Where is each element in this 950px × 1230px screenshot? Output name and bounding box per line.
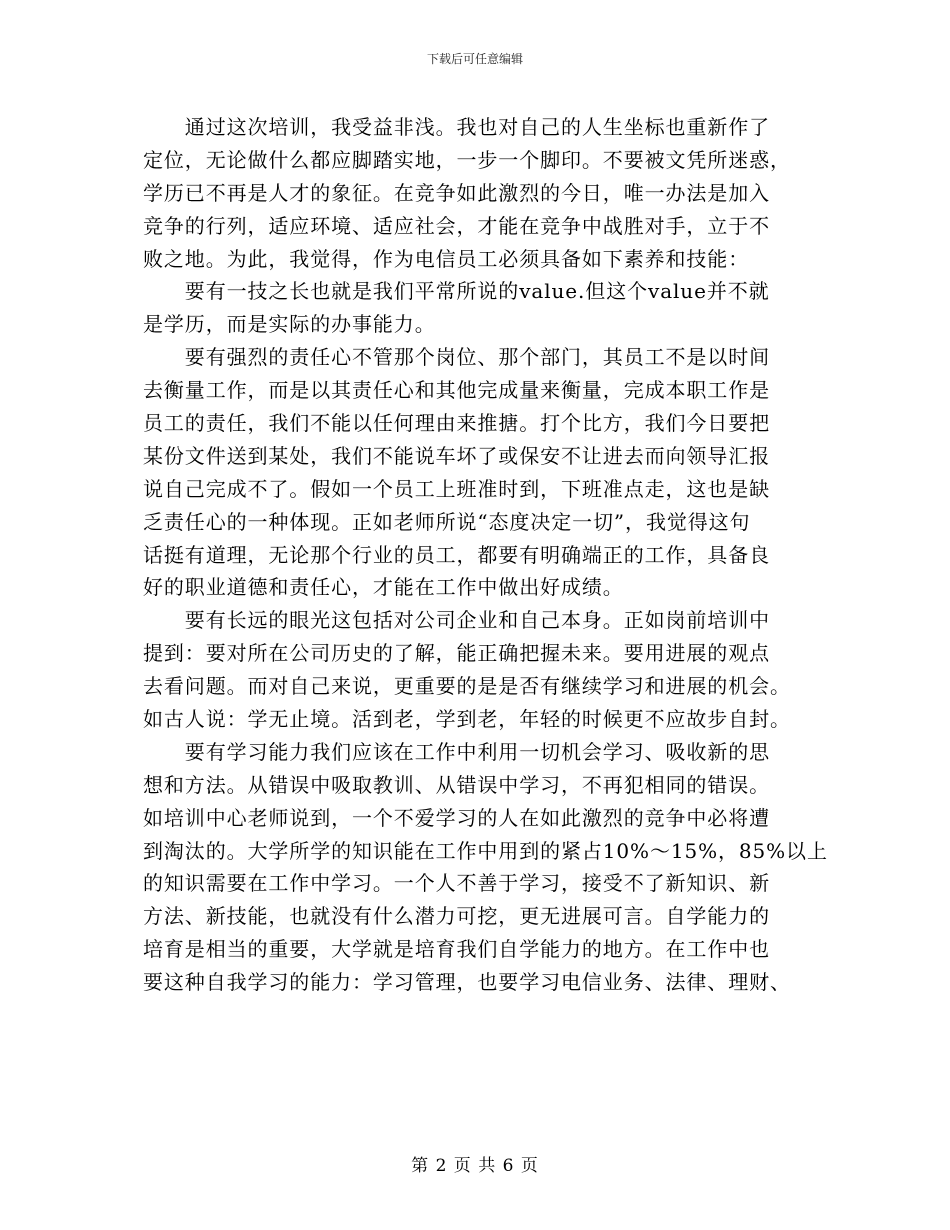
body-line: 学历已不再是人才的象征。在竞争如此激烈的今日，唯一办法是加入 (143, 180, 770, 205)
body-line: 是学历，而是实际的办事能力。 (143, 312, 436, 337)
body-line: 如培训中心老师说到，一个不爱学习的人在如此激烈的竞争中必将遭 (143, 805, 770, 830)
body-line: 培育是相当的重要，大学就是培育我们自学能力的地方。在工作中也 (143, 937, 770, 962)
body-line: 去看问题。而对自己来说，更重要的是是否有继续学习和进展的机会。 (143, 674, 791, 699)
body-line: 要这种自我学习的能力：学习管理，也要学习电信业务、法律、理财、 (143, 970, 791, 995)
body-line: 要有学习能力我们应该在工作中利用一切机会学习、吸收新的思 (143, 739, 770, 764)
body-line: 要有强烈的责任心不管那个岗位、那个部门，其员工不是以时间 (143, 345, 770, 370)
body-line: 要有长远的眼光这包括对公司企业和自己本身。正如岗前培训中 (143, 608, 770, 633)
body-line: 败之地。为此，我觉得，作为电信员工必须具备如下素养和技能： (143, 246, 750, 271)
body-line: 提到：要对所在公司历史的了解，能正确把握未来。要用进展的观点 (143, 641, 770, 666)
body-line: 某份文件送到某处，我们不能说车坏了或保安不让进去而向领导汇报 (143, 443, 770, 468)
body-line: 员工的责任，我们不能以任何理由来推搪。打个比方，我们今日要把 (143, 411, 770, 436)
body-line: 去衡量工作，而是以其责任心和其他完成量来衡量，完成本职工作是 (143, 378, 770, 403)
body-line: 想和方法。从错误中吸取教训、从错误中学习，不再犯相同的错误。 (143, 772, 770, 797)
document-body (143, 111, 828, 999)
body-line: 到淘汰的。大学所学的知识能在工作中用到的紧占10%～15%，85%以上 (143, 838, 828, 863)
body-line: 方法、新技能，也就没有什么潜力可挖，更无进展可言。自学能力的 (143, 904, 770, 929)
body-line: 如古人说：学无止境。活到老，学到老，年轻的时候更不应故步自封。 (143, 707, 791, 732)
body-line: 竞争的行列，适应环境、适应社会，才能在竞争中战胜对手，立于不 (143, 213, 770, 238)
body-line: 的知识需要在工作中学习。一个人不善于学习，接受不了新知识、新 (143, 871, 770, 896)
body-line: 通过这次培训，我受益非浅。我也对自己的人生坐标也重新作了 (143, 115, 770, 139)
page-number-footer: 第 2 页 共 6 页 (411, 1156, 539, 1176)
page-header: 下载后可任意编辑 (426, 52, 523, 66)
body-line: 要有一技之长也就是我们平常所说的value.但这个value并不就 (143, 279, 770, 304)
body-line: 乏责任心的一种体现。正如老师所说“态度决定一切”，我觉得这句 (143, 509, 751, 534)
body-line: 说自己完成不了。假如一个员工上班准时到，下班准点走，这也是缺 (143, 476, 770, 501)
body-line: 话挺有道理，无论那个行业的员工，都要有明确端正的工作，具备良 (143, 542, 770, 567)
body-line: 定位，无论做什么都应脚踏实地，一步一个脚印。不要被文凭所迷惑， (143, 147, 791, 172)
body-line: 好的职业道德和责任心，才能在工作中做出好成绩。 (143, 575, 624, 600)
